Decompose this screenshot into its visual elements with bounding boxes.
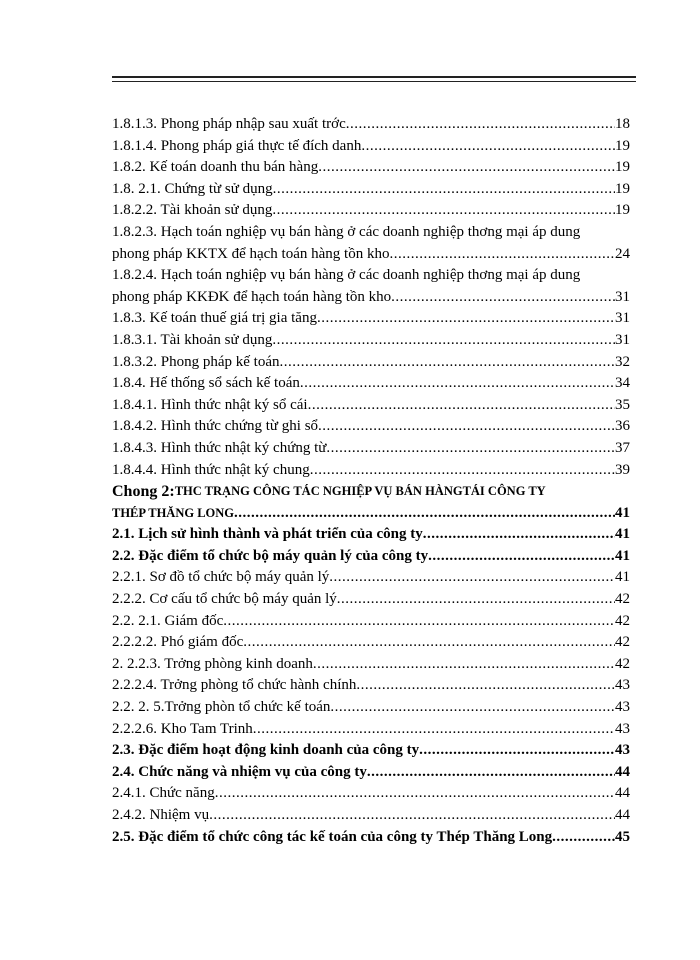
toc-page-number: 43 — [615, 699, 630, 716]
toc-page-number: 45 — [615, 828, 630, 845]
toc-page-number: 42 — [615, 612, 630, 629]
toc-page-number: 44 — [615, 763, 630, 780]
toc-page-number: 44 — [615, 785, 630, 802]
toc-page-number: 43 — [615, 720, 630, 737]
dot-leader — [308, 395, 615, 417]
toc-entry-title: 1.8.4.2. Hình thức chứng từ ghi sổ — [112, 418, 319, 435]
dot-leader — [367, 762, 615, 784]
toc-page-number: 36 — [615, 418, 630, 435]
dot-leader — [391, 287, 615, 309]
dot-leader — [209, 805, 615, 827]
toc-page-number: 39 — [615, 461, 630, 478]
dot-leader — [234, 503, 615, 525]
toc-page-number: 41 — [615, 526, 630, 543]
toc-entry-title: 2.2.2. Cơ cấu tổ chức bộ máy quản lý — [112, 591, 337, 608]
toc-page-number: 44 — [615, 807, 630, 823]
dot-leader — [273, 179, 615, 201]
dot-leader — [337, 589, 615, 611]
toc-entry-title: 1.8.4.4. Hình thức nhật ký chung — [112, 461, 310, 478]
dot-leader — [361, 136, 615, 158]
dot-leader — [346, 114, 615, 136]
dot-leader — [272, 330, 615, 352]
dot-leader — [272, 200, 615, 222]
toc-entry[interactable] — [112, 460, 630, 482]
toc-page-number: 37 — [615, 439, 630, 456]
toc-entry-title: 1.8.4.3. Hình thức nhật ký chứng từ — [112, 439, 327, 456]
toc-entry[interactable] — [112, 244, 630, 266]
toc-page-number: 35 — [615, 396, 630, 413]
toc-entry-title: 1.8.2. Kế toán doanh thu bán hàng — [112, 159, 319, 176]
toc-entry-title: 1.8.2.3. Hạch toán nghiệp vụ bán hàng ở các doanh nghiệp thơng mại áp dung — [112, 223, 581, 240]
toc-entry-title: 2.4.2. Nhiệm vụ — [112, 807, 210, 823]
toc-entry-title: 2.5. Đặc điểm tổ chức công tác kế toán của công ty Thép Thăng Long — [112, 828, 553, 845]
dot-leader — [300, 373, 615, 395]
toc-entry-title: 2.2. Đặc điểm tổ chức bộ máy quản lý của công ty — [112, 547, 429, 564]
dot-leader — [279, 352, 615, 374]
toc-entry[interactable] — [112, 762, 630, 784]
toc-entry[interactable] — [112, 719, 630, 741]
toc-page-number: 42 — [615, 655, 630, 672]
toc-page-number: 42 — [615, 634, 630, 651]
toc-entry[interactable] — [112, 783, 630, 805]
toc-page-number: 41 — [615, 547, 630, 564]
toc-entry[interactable] — [112, 740, 630, 762]
toc-entry[interactable] — [112, 373, 630, 395]
toc-entry[interactable] — [112, 114, 630, 136]
toc-entry[interactable] — [112, 611, 630, 633]
dot-leader — [330, 697, 615, 719]
toc-entry[interactable] — [112, 697, 630, 719]
toc-entry[interactable] — [112, 589, 630, 611]
toc-page-number: 19 — [615, 180, 630, 197]
toc-page-number: 31 — [615, 310, 630, 327]
toc-entry[interactable] — [112, 265, 630, 287]
toc-entry[interactable] — [112, 438, 630, 460]
dot-leader — [329, 567, 615, 589]
toc-entry-title: 1.8.1.4. Phong pháp giá thực tế đích danh — [112, 137, 362, 154]
toc-page-number: 31 — [615, 288, 630, 305]
toc-entry-title: 1.8.3.1. Tài khoản sử dụng — [112, 331, 273, 348]
toc-entry[interactable] — [112, 524, 630, 546]
toc-entry[interactable] — [112, 481, 630, 503]
toc-page-number: 42 — [615, 591, 630, 608]
toc-entry[interactable] — [112, 179, 630, 201]
dot-leader — [313, 654, 615, 676]
dot-leader — [253, 719, 615, 741]
toc-entry[interactable] — [112, 675, 630, 697]
toc-page-number: 24 — [615, 245, 630, 262]
toc-entry[interactable] — [112, 827, 630, 849]
toc-entry-title: phong pháp KKĐK để hạch toán hàng tồn kho — [112, 288, 392, 305]
toc-entry[interactable] — [112, 546, 630, 568]
dot-leader — [428, 546, 615, 568]
toc-page-number: 19 — [615, 137, 630, 154]
chapter-title: THC TRẠNG CÔNG TÁC NGHIỆP VỤ BÁN HÀNGTÁI CÔNG TY — [174, 484, 546, 499]
dot-leader — [310, 460, 615, 482]
toc-entry-title: phong pháp KKTX để hạch toán hàng tồn kho — [112, 245, 390, 262]
toc-entry[interactable] — [112, 157, 630, 179]
dot-leader — [318, 416, 615, 438]
toc-entry-title: 2.2. 2. 5.Trởng phòn tổ chức kế toán — [112, 699, 331, 716]
toc-entry[interactable] — [112, 654, 630, 676]
toc-entry[interactable] — [112, 287, 630, 309]
toc-entry[interactable] — [112, 200, 630, 222]
dot-leader — [419, 740, 615, 762]
toc-entry-title: 2.2.2.4. Trởng phòng tổ chức hành chính — [112, 677, 357, 694]
toc-entry-title: 1.8.1.3. Phong pháp nhập sau xuất trớc — [112, 116, 346, 132]
toc-entry[interactable] — [112, 308, 630, 330]
toc-entry-title: 1.8.2.4. Hạch toán nghiệp vụ bán hàng ở các doanh nghiệp thơng mại áp dung — [112, 267, 581, 284]
toc-entry-title: 2.2. 2.1. Giám đốc — [112, 612, 224, 629]
toc-entry[interactable] — [112, 805, 630, 827]
toc-entry[interactable] — [112, 567, 630, 589]
dot-leader — [243, 632, 615, 654]
toc-entry[interactable] — [112, 222, 630, 244]
toc-page-number: 19 — [615, 159, 630, 176]
toc-entry[interactable] — [112, 503, 630, 525]
toc-page-number: 41 — [615, 504, 630, 521]
toc-entry[interactable] — [112, 136, 630, 158]
toc-entry[interactable] — [112, 330, 630, 352]
toc-entry-title: 2.2.2.6. Kho Tam Trinh — [112, 720, 253, 737]
toc-page-number: 34 — [615, 375, 630, 392]
toc-entry-title: 1.8.3. Kế toán thuế giá trị gia tăng — [112, 310, 317, 327]
dot-leader — [552, 827, 615, 849]
toc-entry-title: 2.2.2.2. Phó giám đốc — [112, 634, 244, 651]
toc-entry-title: 1.8.2.2. Tài khoản sử dụng — [112, 202, 273, 219]
toc-entry-title: 1.8. 2.1. Chứng từ sử dụng — [112, 180, 273, 197]
header-rule — [112, 76, 636, 82]
dot-leader — [215, 783, 615, 805]
dot-leader — [389, 244, 615, 266]
toc-page-number: 43 — [615, 742, 630, 759]
toc-entry[interactable] — [112, 416, 630, 438]
toc-page-number: 31 — [615, 331, 630, 348]
toc-page-number: 18 — [615, 116, 630, 132]
dot-leader — [423, 524, 615, 546]
dot-leader — [318, 157, 615, 179]
toc-entry-title: 2.4.1. Chức năng — [112, 785, 215, 802]
toc-page-number: 43 — [615, 677, 630, 694]
dot-leader — [317, 308, 615, 330]
toc-entry-title: 2. 2.2.3. Trởng phòng kinh doanh — [112, 655, 313, 672]
toc-page-number: 41 — [615, 569, 630, 586]
chapter-prefix: Chong 2: — [112, 483, 175, 501]
toc-page-number: 19 — [615, 202, 630, 219]
dot-leader — [326, 438, 615, 460]
table-of-contents — [112, 114, 630, 848]
toc-entry[interactable] — [112, 632, 630, 654]
toc-entry-title: 2.2.1. Sơ đồ tổ chức bộ máy quản lý — [112, 569, 330, 586]
toc-entry-title: 1.8.3.2. Phong pháp kế toán — [112, 353, 280, 370]
toc-entry[interactable] — [112, 395, 630, 417]
toc-entry[interactable] — [112, 352, 630, 374]
toc-page-number: 32 — [615, 353, 630, 370]
toc-entry-title: THÉP THĂNG LONG — [112, 505, 235, 520]
dot-leader — [356, 675, 615, 697]
toc-entry-title: 1.8.4. Hế thống sổ sách kế toán — [112, 375, 300, 392]
toc-entry-title: 2.1. Lịch sử hình thành và phát triển của công ty — [112, 526, 423, 543]
toc-entry-title: 2.4. Chức năng và nhiệm vụ của công ty — [112, 763, 367, 780]
toc-entry-title: 2.3. Đặc điểm hoạt động kinh doanh của công ty — [112, 742, 420, 759]
dot-leader — [223, 611, 615, 633]
toc-entry-title: 1.8.4.1. Hình thức nhật ký sổ cái — [112, 396, 308, 413]
